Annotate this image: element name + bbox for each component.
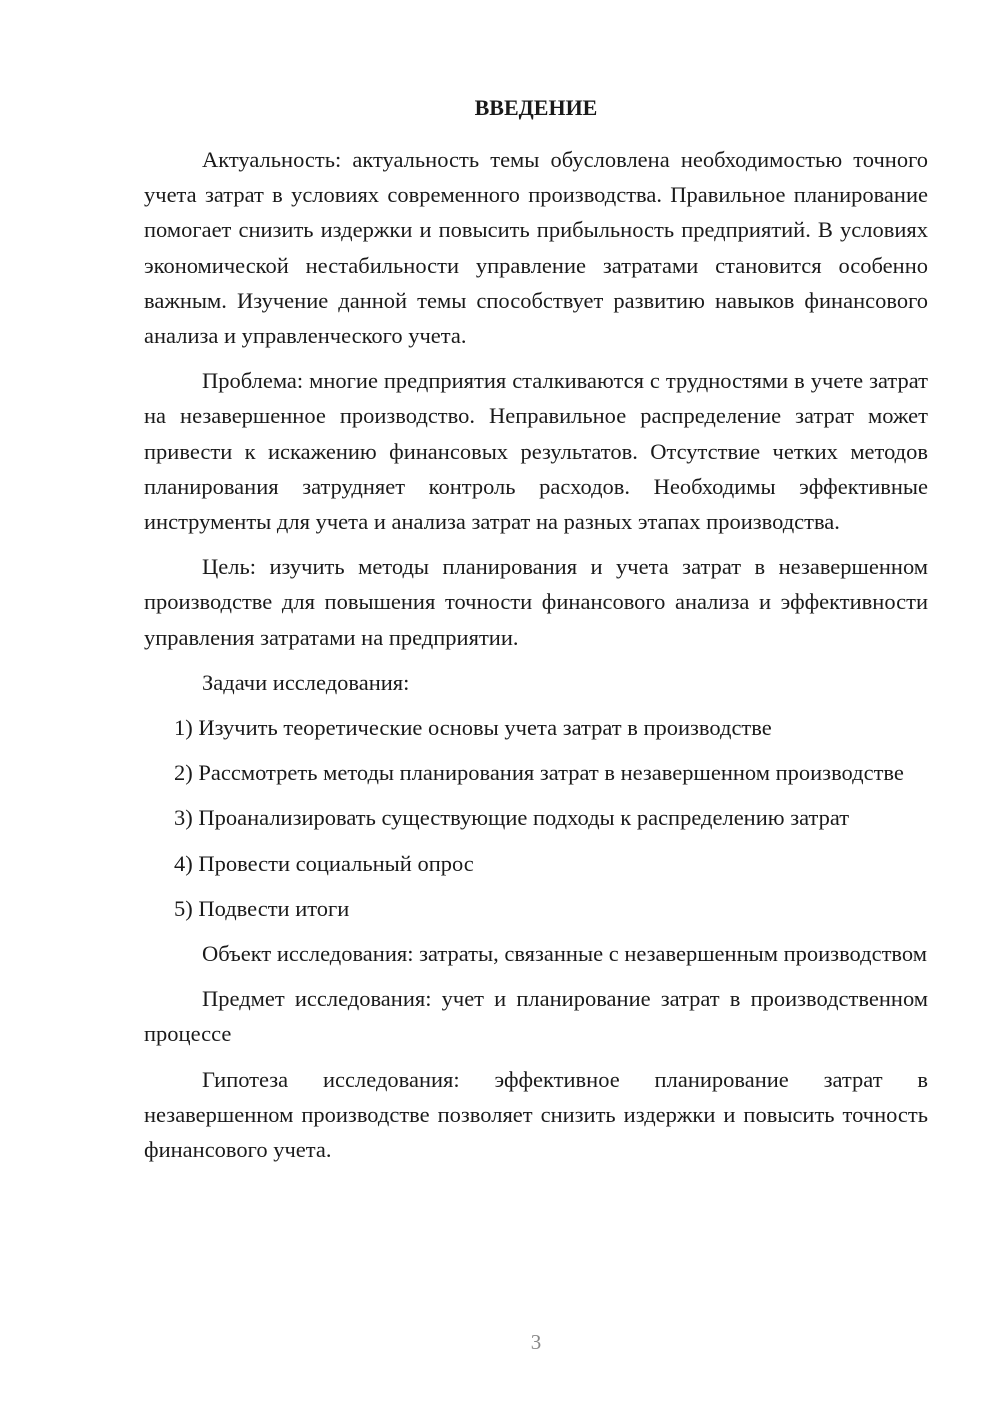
- goal-paragraph: Цель: изучить методы планирования и учета затрат в незавершенном производстве для повышения точности финансового анализа и эффективности управления затратами на предприятии.: [144, 554, 928, 650]
- page-number: 3: [530, 1330, 542, 1354]
- relevance-paragraph: Актуальность: актуальность темы обусловлена необходимостью точного учета затрат в условиях современного производства. Правильное планирование помогает снизить издержки и повысить прибыльность предприятий. В условиях экономической нестабильности управление затратами становится особенно важным. Изучение данной темы способствует развитию навыков финансового анализа и управленческого учета.: [144, 147, 928, 349]
- list-item: 2) Рассмотреть методы планирования затрат в незавершенном производстве: [174, 760, 904, 786]
- document-body: [144, 92, 928, 1177]
- list-item: 4) Провести социальный опрос: [174, 850, 474, 876]
- problem-paragraph: Проблема: многие предприятия сталкиваются с трудностями в учете затрат на незавершенное производство. Неправильное распределение затрат может привести к искажению финансовых результатов. Отсутствие четких методов планирования затрудняет контроль расходов. Необходимы эффективные инструменты для учета и анализа затрат на разных этапах производства.: [144, 368, 928, 535]
- tasks-list: [144, 710, 928, 926]
- section-heading: ВВЕДЕНИЕ: [474, 95, 598, 120]
- hypothesis-paragraph: Гипотеза исследования: эффективное планирование затрат в незавершенном производстве позволяет снизить издержки и повысить точность финансового учета.: [144, 1066, 928, 1163]
- list-item: 5) Подвести итоги: [174, 895, 350, 921]
- list-item: 3) Проанализировать существующие подходы к распределению затрат: [174, 805, 850, 831]
- object-paragraph: Объект исследования: затраты, связанные с незавершенным производством: [202, 941, 927, 967]
- tasks-title: Задачи исследования:: [202, 669, 410, 695]
- subject-paragraph: Предмет исследования: учет и планирование затрат в производственном процессе: [144, 986, 928, 1047]
- list-item: 1) Изучить теоретические основы учета затрат в производстве: [174, 715, 772, 741]
